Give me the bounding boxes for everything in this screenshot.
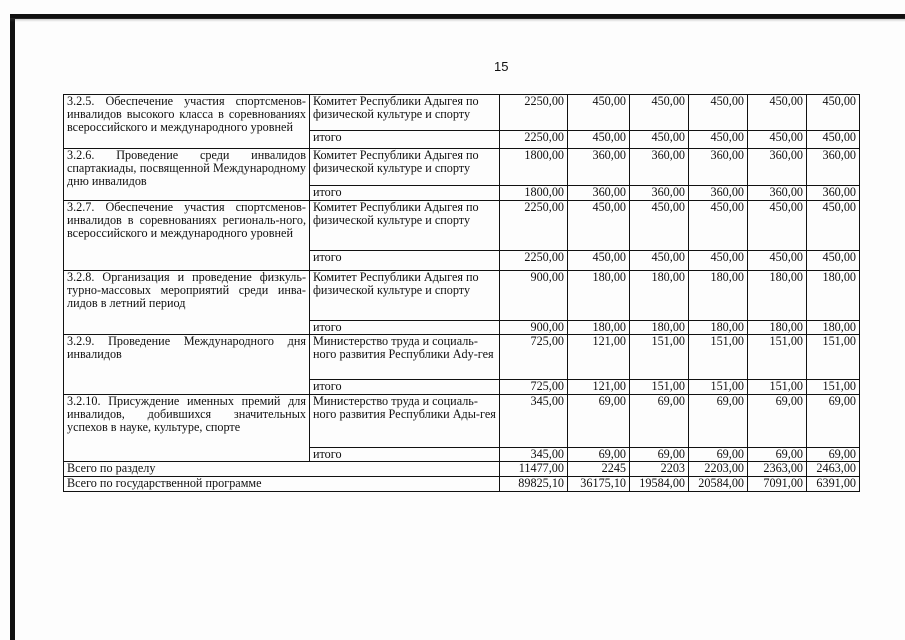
amount-cell: 450,00 (748, 95, 807, 131)
table-row (64, 201, 860, 251)
subtotal-amount-cell: 69,00 (568, 448, 630, 462)
subtotal-amount-cell: 360,00 (807, 186, 860, 201)
amount-cell: 450,00 (807, 95, 860, 131)
program-total-amount-cell: 6391,00 (807, 477, 860, 492)
measure-description: 3.2.10. Присуждение именных премий для инвалидов, добившихся значительных успехов в науке, культуре, спорте (64, 395, 310, 462)
subtotal-amount-cell: 450,00 (568, 131, 630, 149)
subtotal-amount-cell: 450,00 (568, 251, 630, 271)
table-row (64, 271, 860, 321)
amount-cell: 180,00 (748, 271, 807, 321)
amount-cell: 180,00 (568, 271, 630, 321)
responsible-executor: Комитет Республики Адыгея по физической культуре и спорту (310, 201, 500, 251)
amount-cell: 151,00 (689, 335, 748, 380)
amount-cell: 69,00 (630, 395, 689, 448)
subtotal-label: итого (310, 131, 500, 149)
subtotal-amount-cell: 1800,00 (500, 186, 568, 201)
amount-cell: 2250,00 (500, 201, 568, 251)
program-total-amount-cell: 36175,10 (568, 477, 630, 492)
subtotal-label: итого (310, 448, 500, 462)
program-total-label: Всего по государственной программе (64, 477, 500, 492)
table-row (64, 395, 860, 448)
amount-cell: 450,00 (568, 95, 630, 131)
section-total-amount-cell: 2245 (568, 462, 630, 477)
section-total-amount-cell: 2363,00 (748, 462, 807, 477)
amount-cell: 69,00 (568, 395, 630, 448)
amount-cell: 151,00 (630, 335, 689, 380)
program-total-amount-cell: 89825,10 (500, 477, 568, 492)
amount-cell: 69,00 (807, 395, 860, 448)
amount-cell: 360,00 (630, 149, 689, 186)
subtotal-label: итого (310, 321, 500, 335)
subtotal-amount-cell: 450,00 (748, 131, 807, 149)
section-total-row (64, 462, 860, 477)
amount-cell: 180,00 (689, 271, 748, 321)
subtotal-label: итого (310, 251, 500, 271)
program-total-row (64, 477, 860, 492)
amount-cell: 450,00 (689, 95, 748, 131)
subtotal-amount-cell: 345,00 (500, 448, 568, 462)
amount-cell: 151,00 (807, 335, 860, 380)
program-total-amount-cell: 20584,00 (689, 477, 748, 492)
measure-description: 3.2.6. Проведение среди инвалидов спартакиады, посвященной Международному дню инвалидов (64, 149, 310, 201)
subtotal-amount-cell: 180,00 (630, 321, 689, 335)
subtotal-amount-cell: 450,00 (748, 251, 807, 271)
amount-cell: 450,00 (807, 201, 860, 251)
amount-cell: 360,00 (807, 149, 860, 186)
subtotal-amount-cell: 2250,00 (500, 131, 568, 149)
responsible-executor: Министерство труда и социаль-ного развития Республики Ady-гея (310, 335, 500, 380)
subtotal-amount-cell: 450,00 (630, 131, 689, 149)
subtotal-amount-cell: 450,00 (630, 251, 689, 271)
amount-cell: 450,00 (630, 201, 689, 251)
subtotal-amount-cell: 2250,00 (500, 251, 568, 271)
subtotal-amount-cell: 360,00 (568, 186, 630, 201)
subtotal-amount-cell: 180,00 (807, 321, 860, 335)
amount-cell: 725,00 (500, 335, 568, 380)
amount-cell: 1800,00 (500, 149, 568, 186)
amount-cell: 450,00 (568, 201, 630, 251)
subtotal-amount-cell: 360,00 (748, 186, 807, 201)
page-number: 15 (494, 59, 509, 74)
responsible-executor: Комитет Республики Адыгея по физической культуре и спорту (310, 271, 500, 321)
table-row (64, 149, 860, 186)
section-total-amount-cell: 11477,00 (500, 462, 568, 477)
subtotal-amount-cell: 360,00 (630, 186, 689, 201)
subtotal-amount-cell: 151,00 (689, 380, 748, 395)
subtotal-amount-cell: 900,00 (500, 321, 568, 335)
subtotal-label: итого (310, 186, 500, 201)
section-total-label: Всего по разделу (64, 462, 500, 477)
measure-description: 3.2.5. Обеспечение участия спортсменов-инвалидов высокого класса в соревнованиях всероссийского и международного уровней (64, 95, 310, 149)
subtotal-amount-cell: 450,00 (689, 131, 748, 149)
subtotal-amount-cell: 180,00 (689, 321, 748, 335)
subtotal-label: итого (310, 380, 500, 395)
responsible-executor: Министерство труда и социаль-ного развития Республики Ады-гея (310, 395, 500, 448)
subtotal-amount-cell: 121,00 (568, 380, 630, 395)
table-row (64, 95, 860, 131)
subtotal-amount-cell: 151,00 (748, 380, 807, 395)
measure-description: 3.2.9. Проведение Международного дня инвалидов (64, 335, 310, 395)
subtotal-amount-cell: 69,00 (630, 448, 689, 462)
amount-cell: 450,00 (748, 201, 807, 251)
subtotal-amount-cell: 69,00 (807, 448, 860, 462)
subtotal-amount-cell: 69,00 (748, 448, 807, 462)
scan-frame-left (10, 14, 15, 640)
table-row (64, 335, 860, 380)
amount-cell: 345,00 (500, 395, 568, 448)
table-body (64, 95, 860, 492)
amount-cell: 180,00 (807, 271, 860, 321)
responsible-executor: Комитет Республики Адыгея по физической культуре и спорту (310, 95, 500, 131)
subtotal-amount-cell: 151,00 (807, 380, 860, 395)
amount-cell: 360,00 (689, 149, 748, 186)
budget-table (63, 94, 860, 492)
amount-cell: 450,00 (630, 95, 689, 131)
amount-cell: 450,00 (689, 201, 748, 251)
subtotal-amount-cell: 69,00 (689, 448, 748, 462)
subtotal-amount-cell: 725,00 (500, 380, 568, 395)
subtotal-amount-cell: 450,00 (807, 251, 860, 271)
subtotal-amount-cell: 450,00 (807, 131, 860, 149)
amount-cell: 360,00 (568, 149, 630, 186)
section-total-amount-cell: 2203 (630, 462, 689, 477)
responsible-executor: Комитет Республики Адыгея по физической культуре и спорту (310, 149, 500, 186)
subtotal-amount-cell: 151,00 (630, 380, 689, 395)
subtotal-amount-cell: 180,00 (568, 321, 630, 335)
section-total-amount-cell: 2203,00 (689, 462, 748, 477)
amount-cell: 180,00 (630, 271, 689, 321)
scan-frame-shadow (10, 18, 905, 22)
measure-description: 3.2.7. Обеспечение участия спортсменов-инвалидов в соревнованиях региональ-ного, всероссийского и международного уровней (64, 201, 310, 271)
subtotal-amount-cell: 180,00 (748, 321, 807, 335)
amount-cell: 69,00 (748, 395, 807, 448)
amount-cell: 2250,00 (500, 95, 568, 131)
subtotal-amount-cell: 360,00 (689, 186, 748, 201)
amount-cell: 900,00 (500, 271, 568, 321)
section-total-amount-cell: 2463,00 (807, 462, 860, 477)
amount-cell: 151,00 (748, 335, 807, 380)
amount-cell: 121,00 (568, 335, 630, 380)
subtotal-amount-cell: 450,00 (689, 251, 748, 271)
program-total-amount-cell: 19584,00 (630, 477, 689, 492)
amount-cell: 69,00 (689, 395, 748, 448)
measure-description: 3.2.8. Организация и проведение физкуль-турно-массовых мероприятий среди инва-лидов в летний период (64, 271, 310, 335)
program-total-amount-cell: 7091,00 (748, 477, 807, 492)
amount-cell: 360,00 (748, 149, 807, 186)
